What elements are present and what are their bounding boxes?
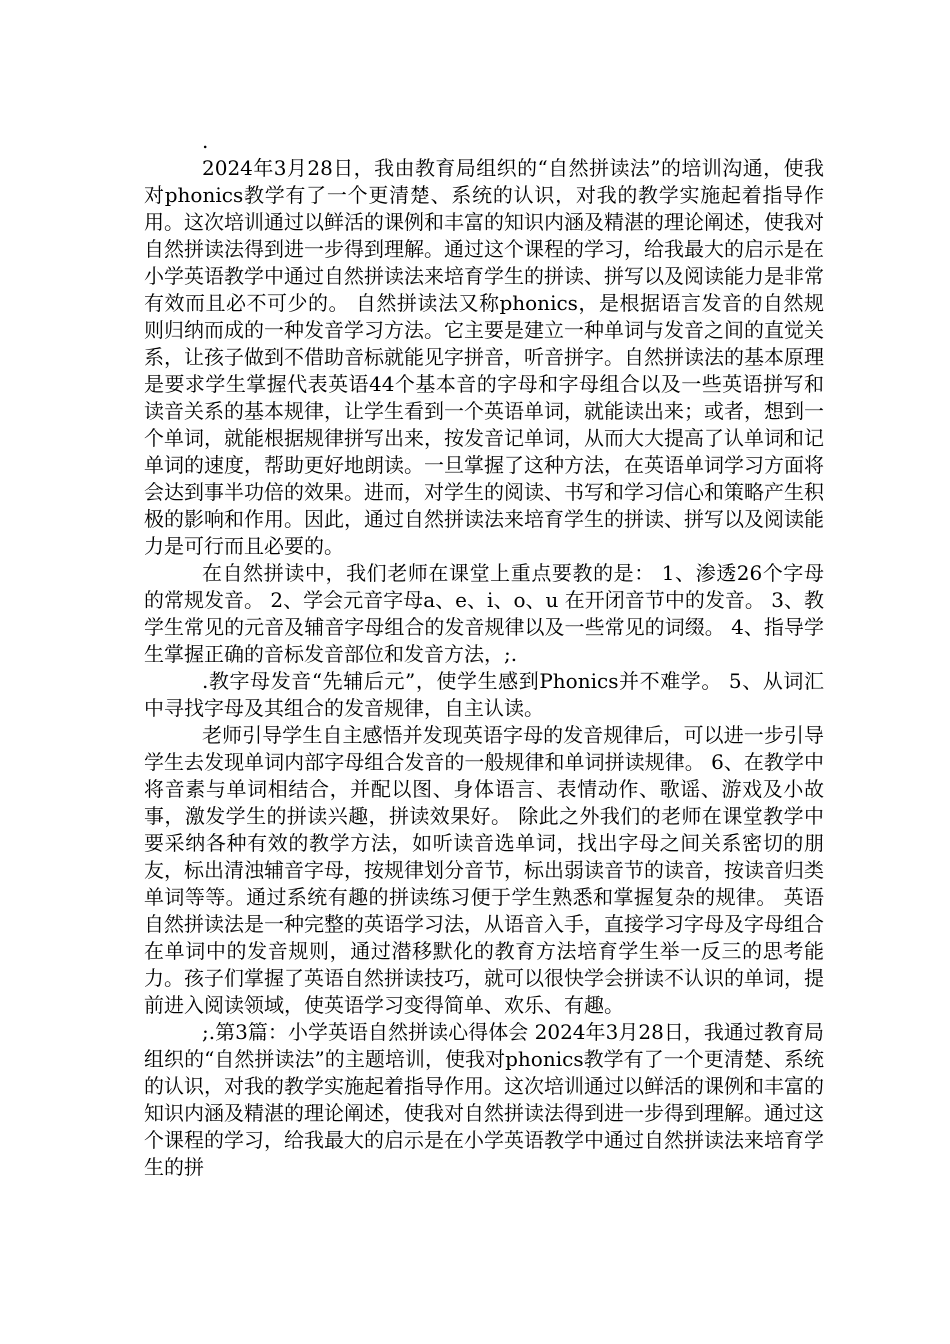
- paragraph-4: 老师引导学生自主感悟并发现英语字母的发音规律后，可以进一步引导学生去发现单词内部字母组合发音的一般规律和单词拼读规律。 6、在教学中将音素与单词相结合，并配以图、身体语言、表情动作、歌谣、游戏及小故事，激发学生的拼读兴趣，拼读效果好。 除此之外我们的老师在课堂教学中要采纳各种有效的教学方法，如听读音选单词，找出字母之间关系密切的朋友，标出清浊辅音字母，按规律划分音节，标出弱读音节的读音，按读音归类单词等等。通过系统有趣的拼读练习便于学生熟悉和掌握复杂的规律。 英语自然拼读法是一种完整的英语学习法，从语音入手，直接学习字母及字母组合在单词中的发音规则，通过潜移默化的教育方法培育学生举一反三的思考能力。孩子们掌握了英语自然拼读技巧，就可以很快学会拼读不认识的单词，提前进入阅读领域，使英语学习变得简单、欢乐、有趣。: [144, 723, 824, 1017]
- paragraph-2: 在自然拼读中，我们老师在课堂上重点要教的是： 1、渗透26个字母的常规发音。 2、学会元音字母a、e、i、o、u 在开闭音节中的发音。 3、教学生常见的元音及辅音字母组合的发音规律以及一些常见的词缀。 4、指导学生掌握正确的音标发音部位和发音方法，;.: [144, 561, 824, 666]
- paragraph-3: .教字母发音“先辅后元”，使学生感到Phonics并不难学。 5、从词汇中寻找字母及其组合的发音规律，自主认读。: [144, 669, 824, 720]
- paragraph-5: ;.第3篇：小学英语自然拼读心得体会 2024年3月28日，我通过教育局组织的“自然拼读法”的主题培训，使我对phonics教学有了一个更清楚、系统的认识，对我的教学实施起着指导作用。这次培训通过以鲜活的课例和丰富的知识内涵及精湛的理论阐述，使我对自然拼读法得到进一步得到理解。通过这个课程的学习，给我最大的启示是在小学英语教学中通过自然拼读法来培育学生的拼: [144, 1020, 824, 1179]
- paragraph-1: 2024年3月28日，我由教育局组织的“自然拼读法”的培训沟通，使我对phonics教学有了一个更清楚、系统的认识，对我的教学实施起着指导作用。这次培训通过以鲜活的课例和丰富的知识内涵及精湛的理论阐述，使我对自然拼读法得到进一步得到理解。通过这个课程的学习，给我最大的启示是在小学英语教学中通过自然拼读法来培育学生的拼读、拼写以及阅读能力是非常有效而且必不可少的。 自然拼读法又称phonics，是根据语言发音的自然规则归纳而成的一种发音学习方法。它主要是建立一种单词与发音之间的直觉关系，让孩子做到不借助音标就能见字拼音，听音拼字。自然拼读法的基本原理是要求学生掌握代表英语44个基本音的字母和字母组合以及一些英语拼写和读音关系的基本规律，让学生看到一个英语单词，就能读出来；或者，想到一个单词，就能根据规律拼写出来，按发音记单词，从而大大提高了认单词和记单词的速度，帮助更好地朗读。一旦掌握了这种方法，在英语单词学习方面将会达到事半功倍的效果。进而，对学生的阅读、书写和学习信心和策略产生积极的影响和作用。因此，通过自然拼读法来培育学生的拼读、拼写以及阅读能力是可行而且必要的。: [144, 156, 824, 558]
- leading-marker: .: [202, 129, 209, 153]
- document-body: [144, 128, 824, 1181]
